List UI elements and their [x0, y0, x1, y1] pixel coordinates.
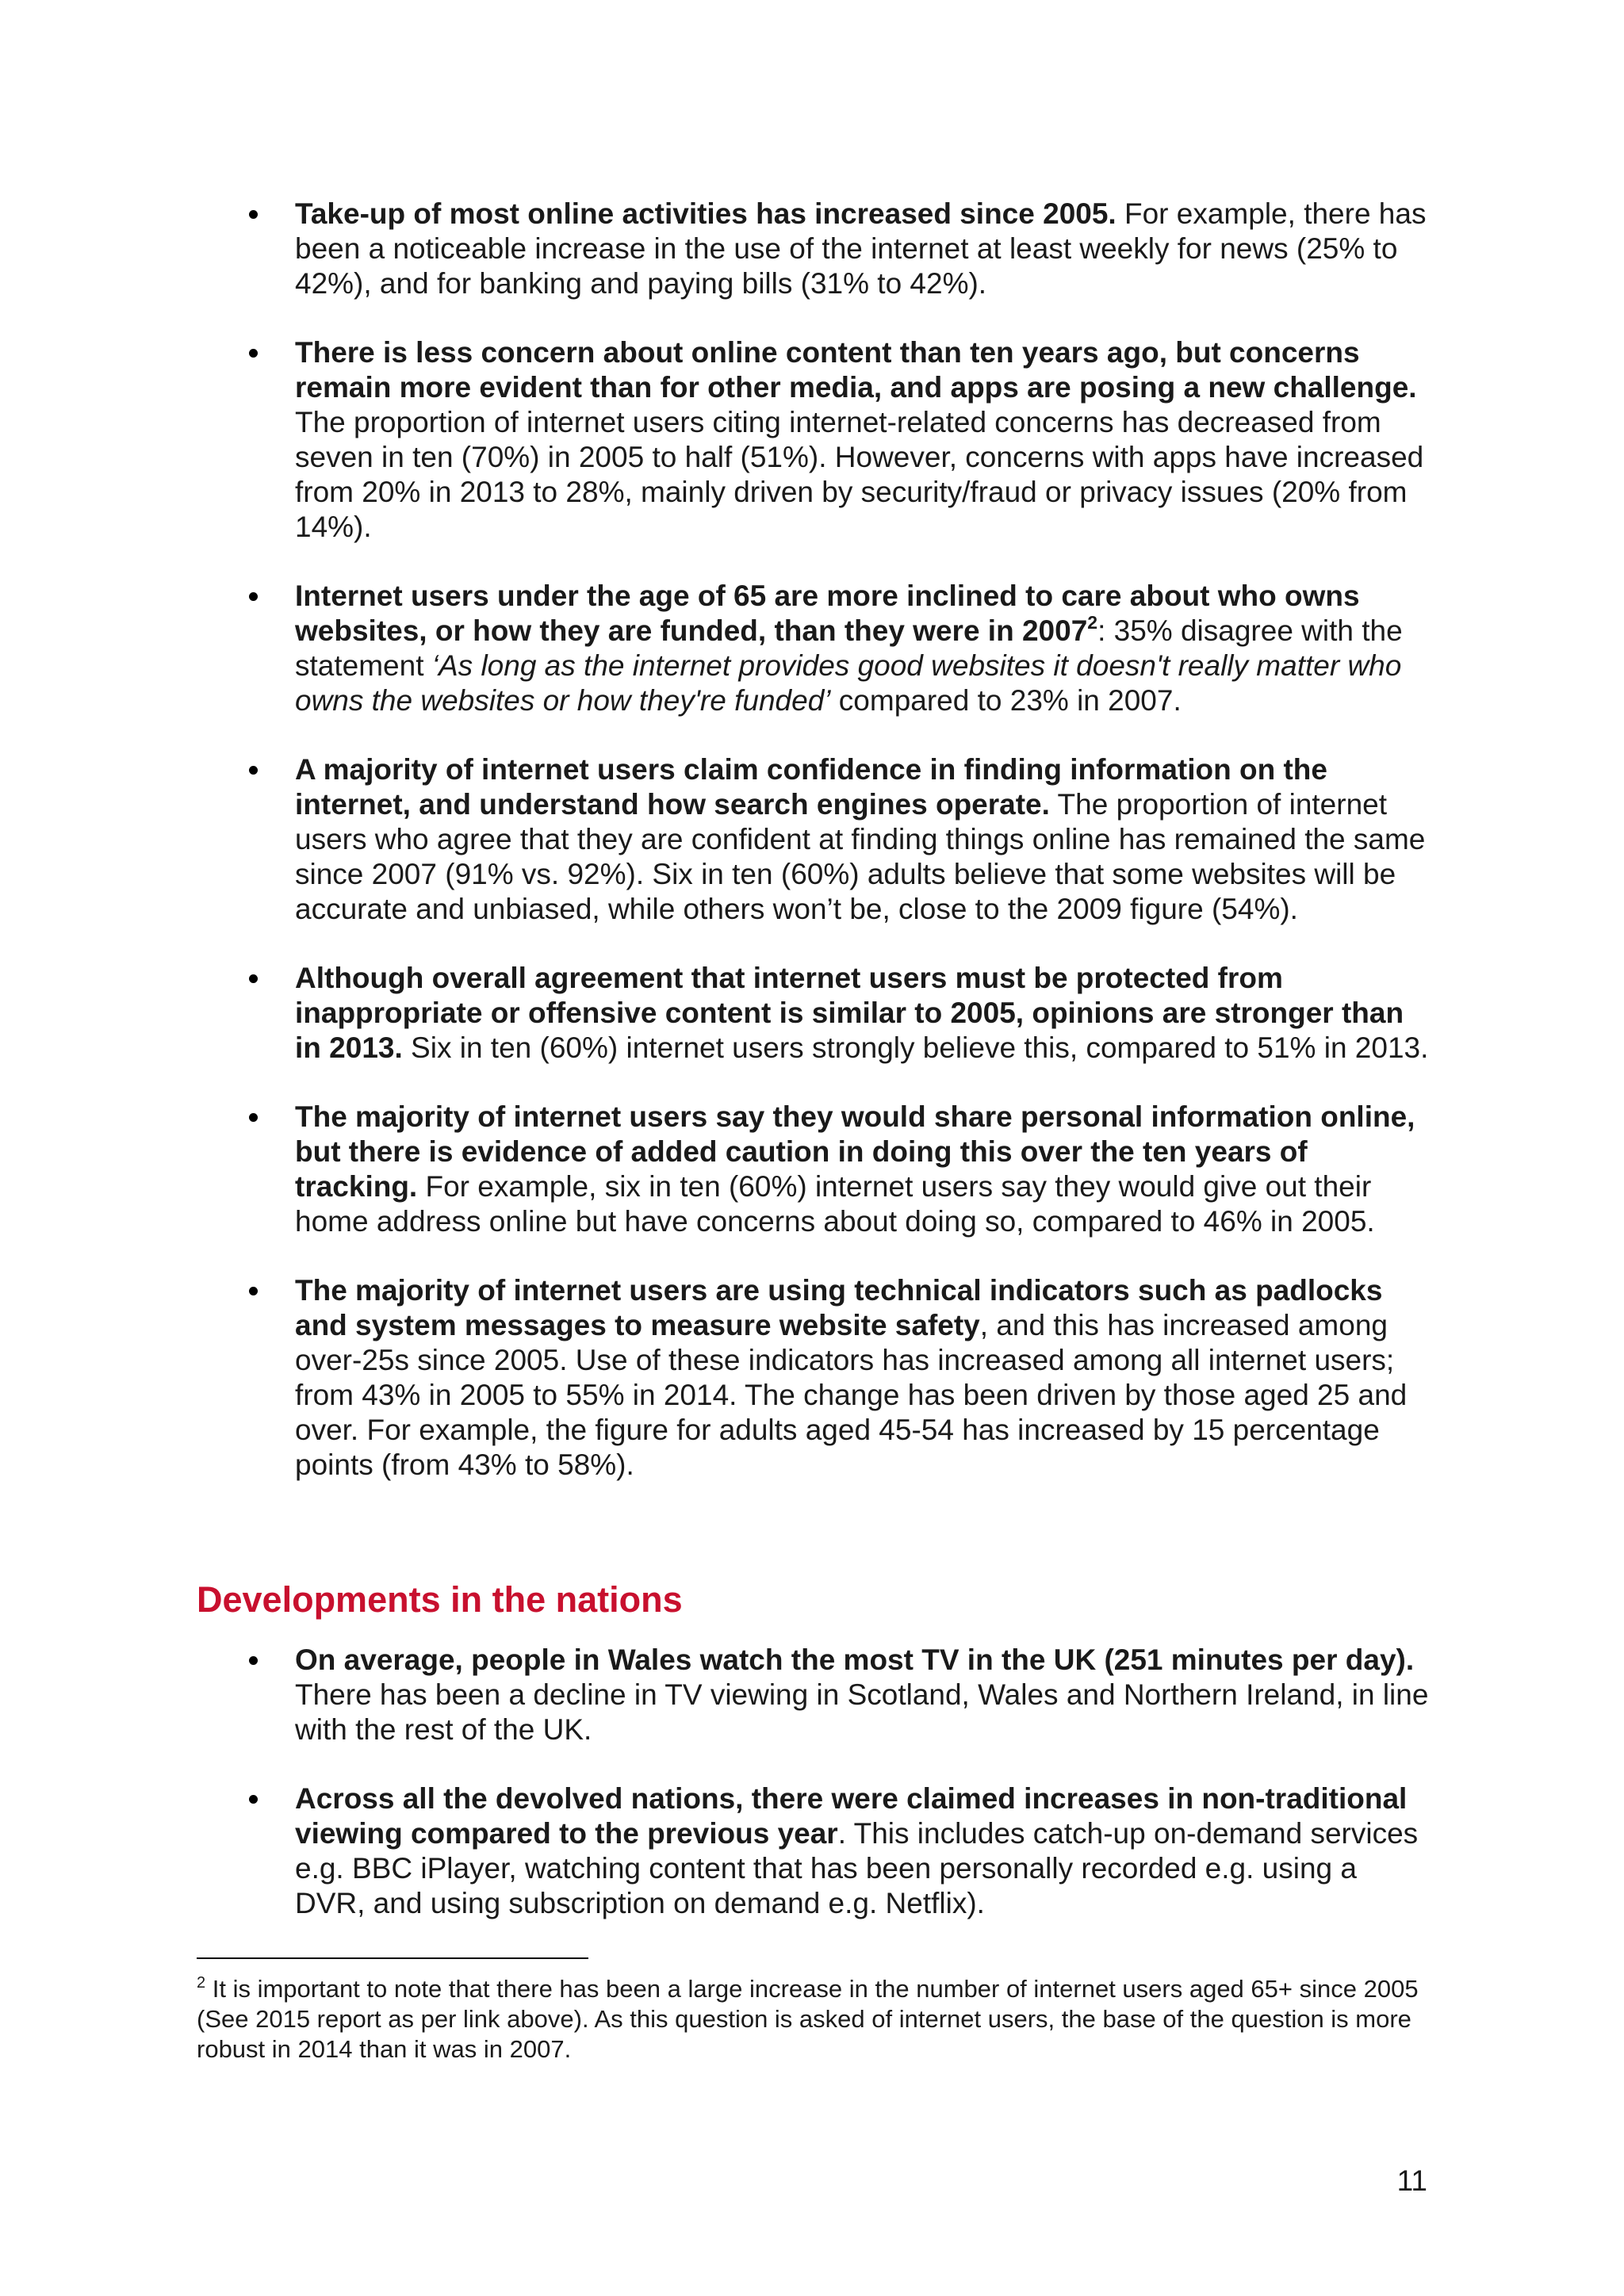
quoted-statement: ‘As long as the internet provides good websites it doesn't really matter who owns the websites or how they're funded’ [295, 649, 1402, 717]
finding-bold: The majority of internet users say they would share personal information online, but there is evidence of added caution in doing this over the ten years of tracking. [295, 1100, 1415, 1203]
finding-text: The proportion of internet users who agree that they are confident at finding things online has remained the same since 2007 (91% vs. 92%). Six in ten (60%) adults believe that some websites will be accurate and unbiased, while others won’t be, close to the 2009 figure (54%). [295, 788, 1426, 925]
list-item [197, 752, 1434, 927]
finding-text: . This includes catch-up on-demand services e.g. BBC iPlayer, watching content that has been personally recorded e.g. using a DVR, and using subscription on demand e.g. Netflix). [295, 1817, 1419, 1919]
finding-text: For example, six in ten (60%) internet users say they would give out their home address online but have concerns about doing so, compared to 46% in 2005. [295, 1170, 1375, 1238]
finding-text: , and this has increased among over-25s since 2005. Use of these indicators has increased among all internet users; from 43% in 2005 to 55% in 2014. The change has been driven by those aged 25 and over. For example, the figure for adults aged 45-54 has increased by 15 percentage points (from 43% to 58%). [295, 1309, 1408, 1481]
bullet-icon [249, 766, 258, 775]
finding-bold: On average, people in Wales watch the most TV in the UK (251 minutes per day). [295, 1644, 1415, 1676]
list-item [197, 1643, 1434, 1747]
list-item [197, 197, 1434, 301]
finding-text: Six in ten (60%) internet users strongly believe this, compared to 51% in 2013. [402, 1031, 1429, 1064]
nations-findings-list [197, 1643, 1434, 1921]
bullet-icon [249, 1795, 258, 1804]
finding-bold: Take-up of most online activities has increased since 2005. [295, 197, 1116, 230]
list-item [197, 1273, 1434, 1483]
footnote-number: 2 [197, 1974, 206, 1992]
key-findings-list [197, 197, 1434, 1483]
bullet-icon [249, 1287, 258, 1295]
list-item [197, 579, 1434, 718]
list-item [197, 961, 1434, 1066]
footnote-marker[interactable]: 2 [1087, 612, 1098, 633]
footnote-separator [197, 1957, 588, 1959]
finding-text: : 35% disagree with the statement [295, 614, 1403, 682]
finding-text: For example, there has been a noticeable increase in the use of the internet at least weekly for news (25% to 42%), and for banking and paying bills (31% to 42%). [295, 197, 1427, 300]
finding-bold: Although overall agreement that internet users must be protected from inappropriate or offensive content is similar to 2005, opinions are stronger than in 2013. [295, 962, 1404, 1064]
finding-bold: The majority of internet users are using technical indicators such as padlocks and system messages to measure website safety [295, 1274, 1383, 1341]
bullet-icon [249, 592, 258, 601]
finding-text: There has been a decline in TV viewing in Scotland, Wales and Northern Ireland, in line with the rest of the UK. [295, 1678, 1429, 1746]
footnote [197, 1974, 1434, 2064]
bullet-icon [249, 210, 258, 219]
bullet-icon [249, 349, 258, 358]
footnote-text: It is important to note that there has been a large increase in the number of internet users aged 65+ since 2005 (See 2015 report as per link above). As this question is asked of internet users, the base of the question is more robust in 2014 than it was in 2007. [197, 1975, 1419, 2063]
bullet-icon [249, 1656, 258, 1665]
finding-bold: A majority of internet users claim confidence in finding information on the internet, and understand how search engines operate. [295, 753, 1327, 821]
finding-bold: Internet users under the age of 65 are more inclined to care about who owns websites, or how they are funded, than they were in 2007 [295, 580, 1360, 647]
list-item [197, 335, 1434, 545]
section-heading: Developments in the nations [197, 1579, 683, 1620]
list-item [197, 1100, 1434, 1239]
finding-bold: There is less concern about online content than ten years ago, but concerns remain more evident than for other media, and apps are posing a new challenge. [295, 336, 1417, 404]
finding-text: compared to 23% in 2007. [830, 684, 1182, 717]
finding-text: The proportion of internet users citing internet-related concerns has decreased from seven in ten (70%) in 2005 to half (51%). However, concerns with apps have increased from 20% in 2013 to 28%, mainly driven by security/fraud or privacy issues (20% from 14%). [295, 406, 1424, 543]
list-item [197, 1781, 1434, 1921]
bullet-icon [249, 974, 258, 983]
bullet-icon [249, 1113, 258, 1122]
finding-bold: Across all the devolved nations, there were claimed increases in non-traditional viewing compared to the previous year [295, 1782, 1408, 1850]
page-number: 11 [1396, 2164, 1427, 2197]
